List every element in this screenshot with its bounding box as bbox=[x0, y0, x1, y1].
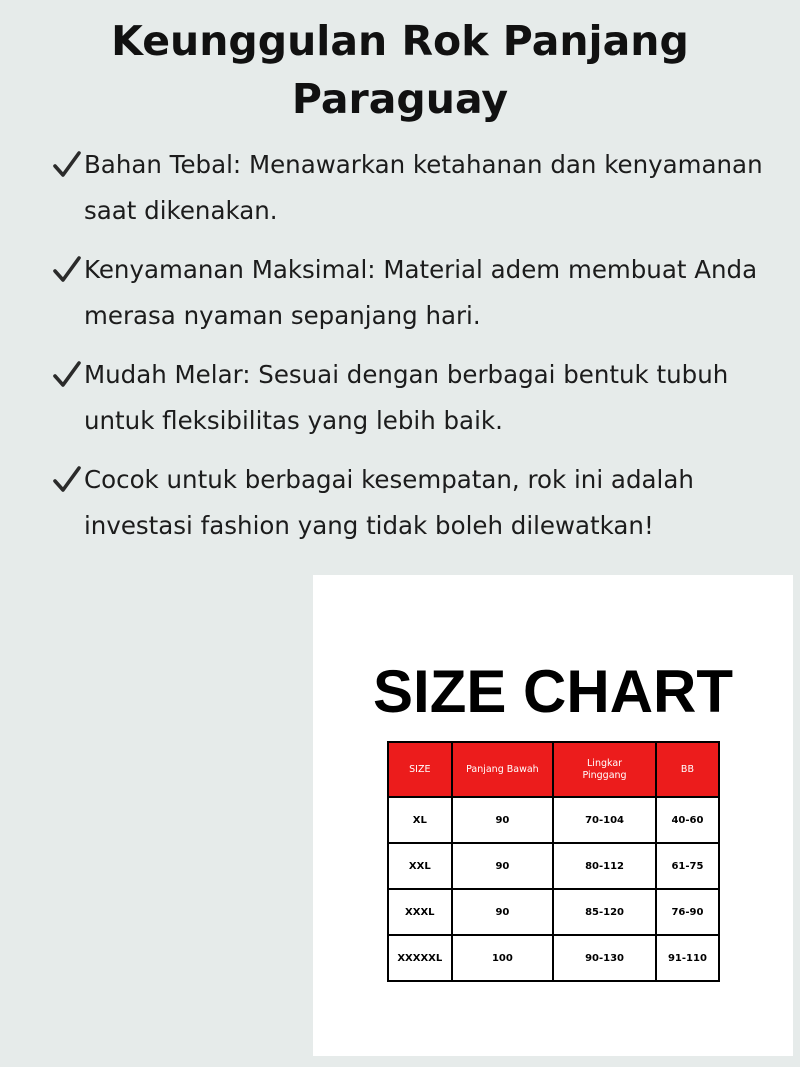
cell-bb: 40-60 bbox=[656, 797, 719, 843]
size-chart-panel bbox=[313, 575, 793, 1056]
header-lingkar-pinggang bbox=[553, 742, 656, 797]
header-panjang-bawah: Panjang Bawah bbox=[452, 742, 554, 797]
cell-lingkar-pinggang: 90-130 bbox=[553, 935, 656, 981]
checkmark-icon bbox=[52, 255, 82, 285]
cell-bb: 76-90 bbox=[656, 889, 719, 935]
table-header-row bbox=[388, 742, 719, 797]
checkmark-icon bbox=[52, 360, 82, 390]
cell-size: XXXL bbox=[388, 889, 452, 935]
cell-bb: 61-75 bbox=[656, 843, 719, 889]
header-lingkar-line2: Pinggang bbox=[582, 769, 627, 781]
cell-lingkar-pinggang: 85-120 bbox=[553, 889, 656, 935]
cell-panjang-bawah: 90 bbox=[452, 889, 554, 935]
feature-text: Mudah Melar: Sesuai dengan berbagai bentuk tubuh untuk fleksibilitas yang lebih baik. bbox=[84, 360, 729, 435]
cell-panjang-bawah: 90 bbox=[452, 843, 554, 889]
checkmark-icon bbox=[52, 150, 82, 180]
feature-list bbox=[52, 142, 792, 562]
page-title: Keunggulan Rok Panjang Paraguay bbox=[111, 17, 689, 123]
cell-lingkar-pinggang: 80-112 bbox=[553, 843, 656, 889]
cell-panjang-bawah: 90 bbox=[452, 797, 554, 843]
cell-panjang-bawah: 100 bbox=[452, 935, 554, 981]
table-row bbox=[388, 935, 719, 981]
cell-size: XXXXXL bbox=[388, 935, 452, 981]
feature-text: Bahan Tebal: Menawarkan ketahanan dan kenyamanan saat dikenakan. bbox=[84, 150, 763, 225]
feature-text: Cocok untuk berbagai kesempatan, rok ini adalah investasi fashion yang tidak boleh dilewatkan! bbox=[84, 465, 694, 540]
table-row bbox=[388, 797, 719, 843]
cell-size: XXL bbox=[388, 843, 452, 889]
cell-size: XL bbox=[388, 797, 452, 843]
size-chart-table bbox=[387, 741, 720, 982]
size-chart-title: SIZE CHART bbox=[373, 658, 733, 725]
table-row bbox=[388, 889, 719, 935]
cell-lingkar-pinggang: 70-104 bbox=[553, 797, 656, 843]
feature-item bbox=[52, 352, 792, 444]
feature-item bbox=[52, 247, 792, 339]
checkmark-icon bbox=[52, 465, 82, 495]
table-row bbox=[388, 843, 719, 889]
header-lingkar-line1: Lingkar bbox=[587, 757, 623, 769]
header-size: SIZE bbox=[388, 742, 452, 797]
feature-item bbox=[52, 142, 792, 234]
header-bb: BB bbox=[656, 742, 719, 797]
feature-text: Kenyamanan Maksimal: Material adem membuat Anda merasa nyaman sepanjang hari. bbox=[84, 255, 758, 330]
cell-bb: 91-110 bbox=[656, 935, 719, 981]
feature-item bbox=[52, 457, 792, 549]
